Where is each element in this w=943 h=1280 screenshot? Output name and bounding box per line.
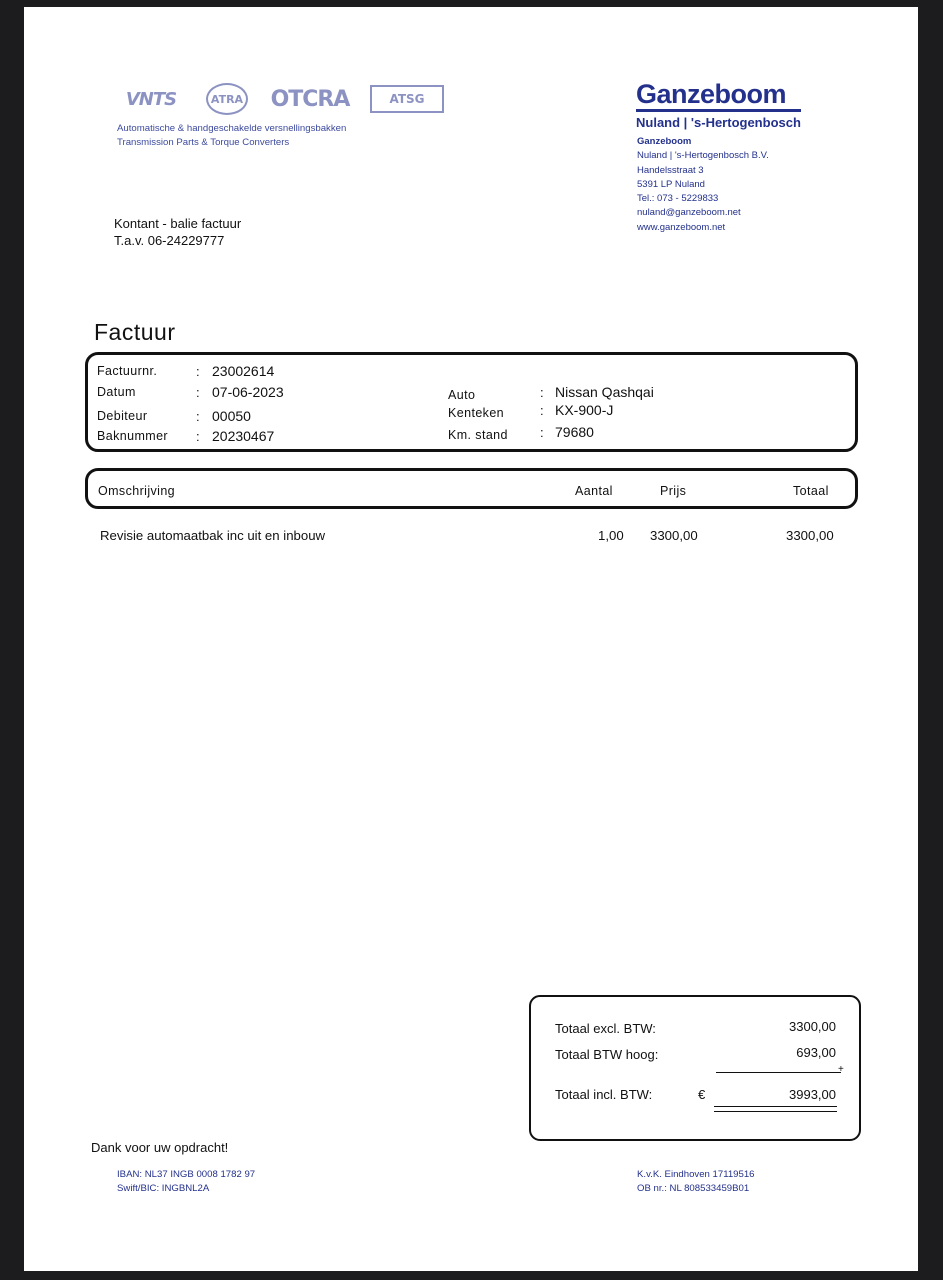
recipient-line-2: T.a.v. 06-24229777 <box>114 233 225 248</box>
baknummer-value: 20230467 <box>212 428 275 444</box>
header-description: Omschrijving <box>98 484 176 498</box>
company-address <box>637 135 769 235</box>
sum-line <box>716 1072 841 1073</box>
company-postal: 5391 LP Nuland <box>637 178 705 190</box>
atra-logo: ATRA <box>206 83 248 115</box>
company-web: www.ganzeboom.net <box>637 221 726 233</box>
datum-value: 07-06-2023 <box>212 384 284 400</box>
factuurnr-value: 23002614 <box>212 363 275 379</box>
currency-symbol: € <box>698 1087 706 1102</box>
total-excl-value: 3300,00 <box>789 1019 836 1034</box>
tagline-line-1: Automatische & handgeschakelde versnellingsbakken <box>117 123 347 134</box>
colon: : <box>196 385 200 400</box>
kenteken-label: Kenteken <box>448 406 505 420</box>
brand-name: Ganzeboom <box>636 79 801 112</box>
colon: : <box>196 429 200 444</box>
vnts-logo: VNTS <box>125 88 177 110</box>
double-underline-top <box>714 1106 837 1107</box>
kvk-number: K.v.K. Eindhoven 17119516 <box>637 1169 755 1180</box>
table-header <box>85 468 858 509</box>
debiteur-value: 00050 <box>212 408 251 424</box>
atsg-logo: ATSG <box>370 85 444 113</box>
double-underline-bottom <box>714 1111 837 1112</box>
recipient <box>114 215 241 249</box>
auto-label: Auto <box>448 388 476 402</box>
company-phone: Tel.: 073 - 5229833 <box>637 193 719 205</box>
bic: Swift/BIC: INGBNL2A <box>117 1183 210 1195</box>
colon: : <box>196 364 200 379</box>
colon: : <box>540 425 544 440</box>
brand-subtitle: Nuland | 's-Hertogenbosch <box>636 115 801 130</box>
brand-logo <box>636 79 801 132</box>
iban: IBAN: NL37 INGB 0008 1782 97 <box>117 1169 256 1180</box>
kenteken-value: KX-900-J <box>555 402 614 418</box>
tagline-line-2: Transmission Parts & Torque Converters <box>117 137 290 148</box>
company-street: Handelsstraat 3 <box>637 164 704 176</box>
thanks-message: Dank voor uw opdracht! <box>91 1140 229 1155</box>
totals-box <box>529 995 861 1141</box>
colon: : <box>540 385 544 400</box>
registration-details <box>637 1168 755 1197</box>
total-btw-value: 693,00 <box>796 1045 836 1060</box>
bank-details <box>117 1168 255 1197</box>
company-legal: Nuland | 's-Hertogenbosch B.V. <box>637 150 769 162</box>
total-btw-label: Totaal BTW hoog: <box>555 1047 659 1062</box>
company-name: Ganzeboom <box>637 136 692 147</box>
tagline <box>117 122 346 150</box>
document-title: Factuur <box>94 319 176 345</box>
header-total: Totaal <box>793 484 829 498</box>
ob-number: OB nr.: NL 808533459B01 <box>637 1183 750 1195</box>
datum-label: Datum <box>97 385 136 399</box>
invoice-info-box <box>85 352 858 452</box>
plus-sign: + <box>838 1064 844 1075</box>
total-excl-label: Totaal excl. BTW: <box>555 1021 656 1036</box>
factuurnr-label: Factuurnr. <box>97 364 158 378</box>
row-description: Revisie automaatbak inc uit en inbouw <box>100 528 326 543</box>
km-label: Km. stand <box>448 428 508 442</box>
header-quantity: Aantal <box>575 484 613 498</box>
header-price: Prijs <box>660 484 687 498</box>
auto-value: Nissan Qashqai <box>555 384 654 400</box>
colon: : <box>196 409 200 424</box>
partner-logos <box>116 83 444 115</box>
recipient-line-1: Kontant - balie factuur <box>114 216 242 231</box>
baknummer-label: Baknummer <box>97 429 168 443</box>
row-price: 3300,00 <box>650 528 698 543</box>
row-quantity: 1,00 <box>598 528 624 543</box>
invoice-page <box>24 7 918 1271</box>
total-incl-label: Totaal incl. BTW: <box>555 1087 653 1102</box>
km-value: 79680 <box>555 424 594 440</box>
otcra-logo: OTCRA <box>270 86 350 112</box>
total-incl-value: 3993,00 <box>789 1087 836 1102</box>
company-email: nuland@ganzeboom.net <box>637 207 741 219</box>
colon: : <box>540 403 544 418</box>
row-total: 3300,00 <box>786 528 834 543</box>
debiteur-label: Debiteur <box>97 409 148 423</box>
